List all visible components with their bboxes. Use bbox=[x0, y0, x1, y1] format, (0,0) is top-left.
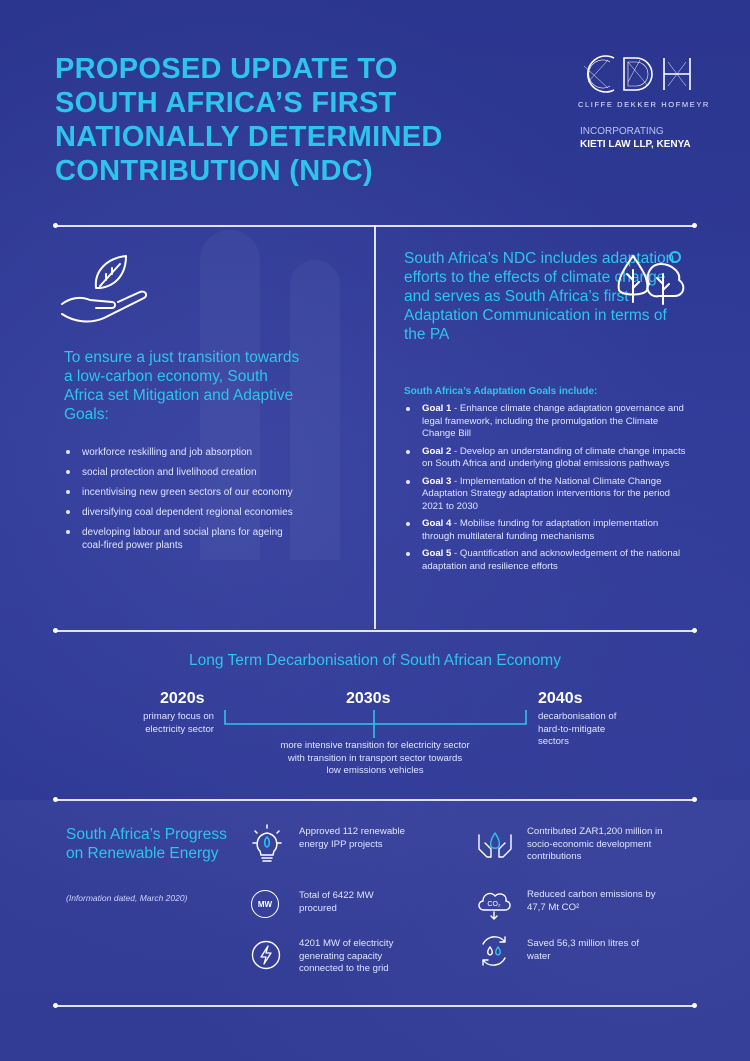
stat-carbon-emissions: Reduced carbon emissions by 47,7 Mt CO² bbox=[527, 889, 656, 913]
progress-heading: South Africa’s Progress on Renewable Energy bbox=[66, 826, 227, 862]
svg-text:CO₂: CO₂ bbox=[487, 901, 501, 908]
list-item: developing labour and social plans for ageing coal-fired power plants bbox=[66, 526, 306, 552]
timeline-text-2020s: primary focus on electricity sector bbox=[143, 711, 214, 735]
stat-mw-procured: Total of 6422 MW procured bbox=[299, 890, 374, 914]
divider-bottom bbox=[55, 1005, 695, 1007]
lightbulb-icon bbox=[252, 823, 282, 868]
goal-label: Goal 5 bbox=[422, 548, 452, 559]
timeline-year-2040s: 2040s bbox=[538, 690, 583, 707]
list-item: social protection and livelihood creation bbox=[66, 466, 306, 479]
goal-label: Goal 1 bbox=[422, 403, 452, 414]
timeline-bracket bbox=[225, 710, 526, 724]
stat-water-saved: Saved 56,3 million litres of water bbox=[527, 938, 639, 962]
stat-ipp-projects: Approved 112 renewable energy IPP projects bbox=[299, 826, 405, 850]
incorporating-name: KIETI LAW LLP, KENYA bbox=[580, 139, 691, 150]
list-item: workforce reskilling and job absorption bbox=[66, 446, 306, 459]
stat-grid-capacity: 4201 MW of electricity generating capacity connected to the grid bbox=[299, 938, 394, 974]
right-heading: South Africa’s NDC includes adaptation efforts to the effects of climate change and serves as South Africa’s first Adaptation Communication in terms of the PA bbox=[404, 250, 675, 343]
list-item: diversifying coal dependent regional economies bbox=[66, 506, 306, 519]
goal-label: Goal 2 bbox=[422, 445, 452, 457]
incorporating-label: INCORPORATING bbox=[580, 126, 664, 137]
goal-text: - Implementation of the National Climate Change Adaptation Strategy adaptation interventions for the period 2021 to 2030 bbox=[422, 475, 671, 512]
timeline-year-2020s: 2020s bbox=[160, 690, 205, 707]
water-drops-icon bbox=[477, 934, 511, 973]
goal-text: - Quantification and acknowledgement of the national adaptation and resilience efforts bbox=[422, 548, 681, 572]
goal-text: - Enhance climate change adaptation governance and legal framework, including the promulgation the Climate Change Bill bbox=[422, 403, 684, 439]
goals-title: South Africa’s Adaptation Goals include: bbox=[404, 386, 598, 397]
lightning-icon bbox=[251, 940, 281, 975]
page-title: PROPOSED UPDATE TO SOUTH AFRICA’S FIRST NATIONALLY DETERMINED CONTRIBUTION (NDC) bbox=[55, 53, 443, 187]
left-heading: To ensure a just transition towards a low-carbon economy, South Africa set Mitigation and Adaptive Goals: bbox=[64, 349, 300, 423]
list-item: incentivising new green sectors of our economy bbox=[66, 486, 306, 499]
hands-water-icon bbox=[477, 827, 513, 866]
progress-note: (Information dated, March 2020) bbox=[66, 893, 188, 903]
timeline-title: Long Term Decarbonisation of South African Economy bbox=[189, 652, 561, 669]
stat-socio-economic: Contributed ZAR1,200 million in socio-economic development contributions bbox=[527, 826, 663, 862]
goal-label: Goal 4 bbox=[422, 518, 452, 529]
co2-cloud-icon bbox=[475, 886, 513, 925]
mw-icon: MW bbox=[251, 890, 279, 918]
goal-text: - Develop an understanding of climate change impacts on South Africa and underlying global emissions pathways bbox=[422, 445, 686, 469]
timeline-text-2040s: decarbonisation of hard-to-mitigate sectors bbox=[538, 711, 617, 747]
timeline-year-2030s: 2030s bbox=[346, 690, 391, 707]
timeline-text-2030s: more intensive transition for electricity sector with transition in transport sector towards low emissions vehicles bbox=[280, 740, 470, 776]
goal-label: Goal 3 bbox=[422, 475, 452, 487]
logo-subtitle: CLIFFE DEKKER HOFMEYR bbox=[578, 100, 710, 109]
goal-text: - Mobilise funding for adaptation implementation through multilateral funding mechanisms bbox=[422, 518, 659, 542]
divider-lower bbox=[55, 799, 695, 801]
